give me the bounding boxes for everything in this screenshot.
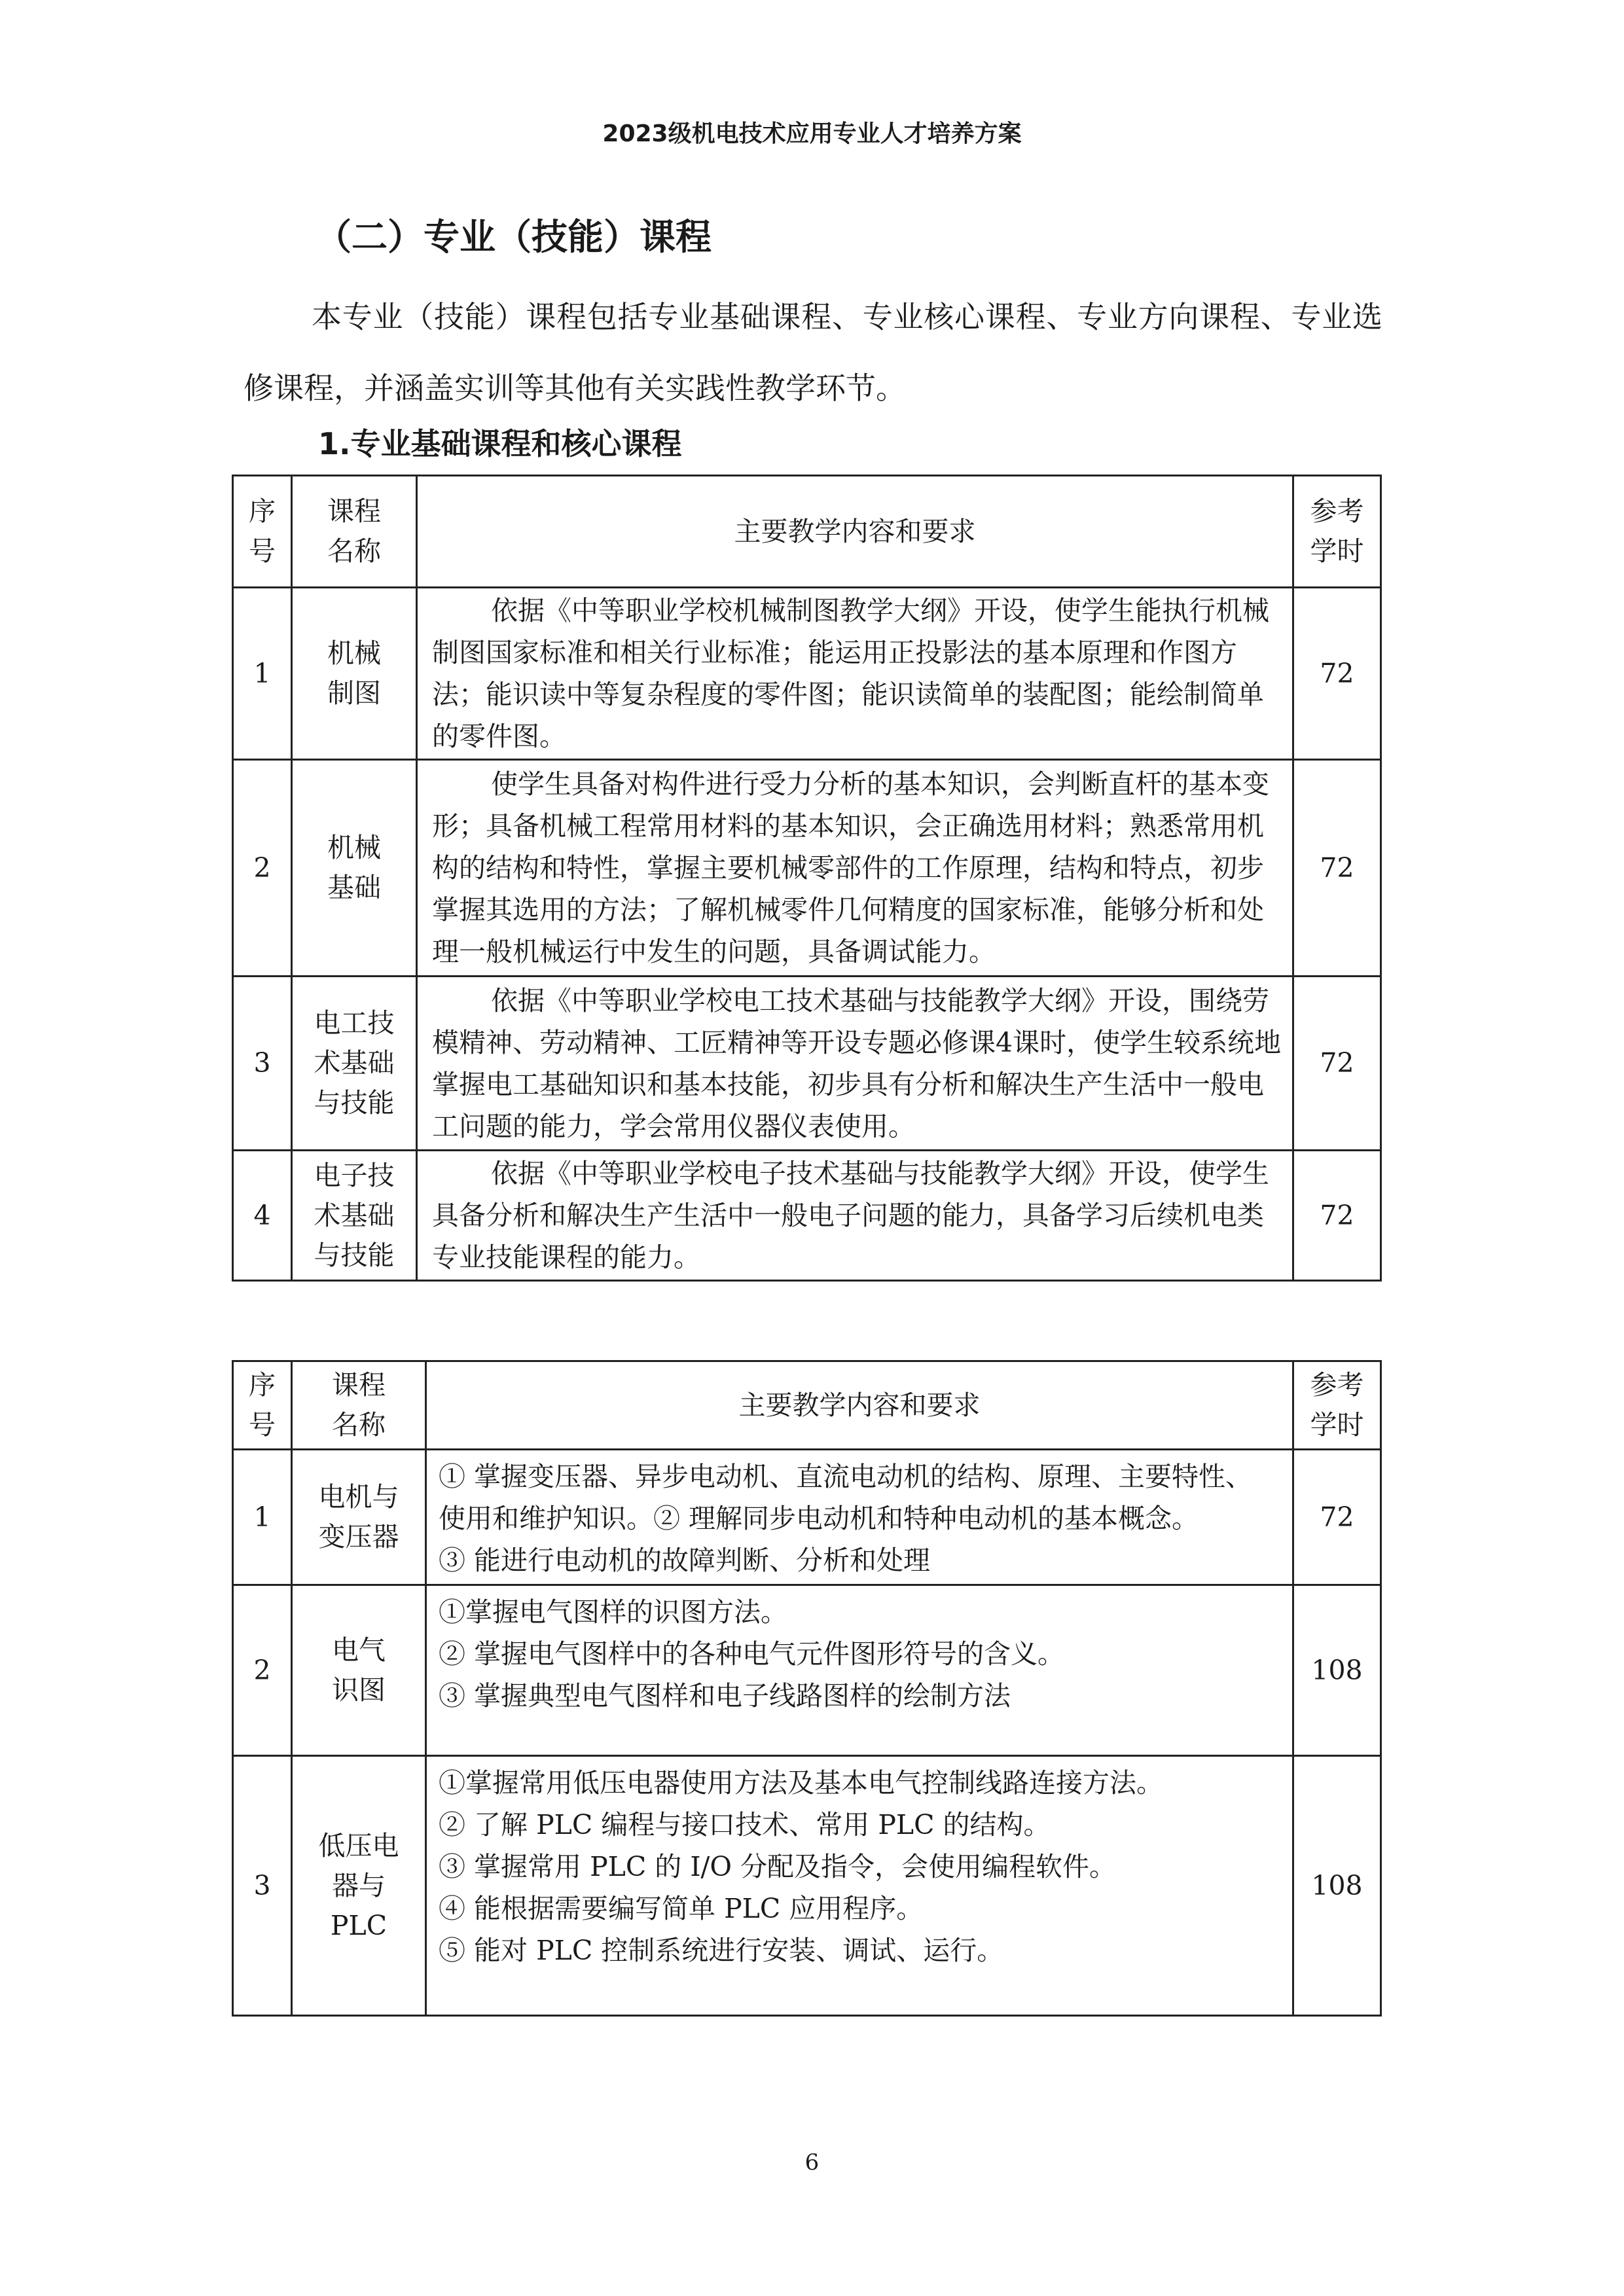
table-header-row [233, 1361, 1381, 1450]
row-course-name: 电工技 术基础 与技能 [292, 977, 417, 1151]
row-content [426, 1756, 1293, 2016]
row-hours: 72 [1293, 977, 1381, 1151]
row-index: 1 [233, 588, 292, 760]
header-index: 序 号 [233, 476, 292, 588]
row-index: 3 [233, 1756, 292, 2016]
row-index: 4 [233, 1151, 292, 1281]
header-course-name: 课程 名称 [292, 1361, 426, 1450]
row-content: 使学生具备对构件进行受力分析的基本知识，会判断直杆的基本变形；具备机械工程常用材料的基本知识，会正确选用材料；熟悉常用机构的结构和特性，掌握主要机械零部件的工作原理，结构和特点，初步掌握其选用的方法；了解机械零件几何精度的国家标准，能够分析和处理一般机械运行中发生的问题，具备调试能力。 [417, 760, 1293, 977]
header-content: 主要教学内容和要求 [417, 476, 1293, 588]
row-index: 2 [233, 1585, 292, 1756]
content-line: ④ 能根据需要编写简单 PLC 应用程序。 [439, 1893, 924, 1924]
row-hours: 72 [1293, 588, 1381, 760]
core-course-table [232, 475, 1382, 1282]
table-row [233, 1585, 1381, 1756]
subsection-title: 1.专业基础课程和核心课程 [318, 426, 682, 461]
header-content: 主要教学内容和要求 [426, 1361, 1293, 1450]
row-index: 3 [233, 977, 292, 1151]
content-line: ③ 掌握常用 PLC 的 I/O 分配及指令，会使用编程软件。 [439, 1851, 1116, 1882]
table-row [233, 1756, 1381, 2016]
content-line: ①掌握电气图样的识图方法。 [439, 1596, 787, 1628]
row-content: 依据《中等职业学校电工技术基础与技能教学大纲》开设，围绕劳模精神、劳动精神、工匠精神等开设专题必修课4课时，使学生较系统地掌握电工基础知识和基本技能，初步具有分析和解决生产生活中一般电工问题的能力，学会常用仪器仪表使用。 [417, 977, 1293, 1151]
intro-paragraph: 本专业（技能）课程包括专业基础课程、专业核心课程、专业方向课程、专业选修课程，并涵盖实训等其他有关实践性教学环节。 [244, 299, 1382, 406]
row-content [426, 1585, 1293, 1756]
table-row [233, 1450, 1381, 1585]
section-title: （二）专业（技能）课程 [316, 216, 712, 258]
content-line: 使用和维护知识。② 理解同步电动机和特种电动机的基本概念。 [439, 1503, 1199, 1534]
row-index: 2 [233, 760, 292, 977]
content-line: ①掌握常用低压电器使用方法及基本电气控制线路连接方法。 [439, 1767, 1163, 1799]
header-index: 序 号 [233, 1361, 292, 1450]
row-course-name: 电机与 变压器 [292, 1450, 426, 1585]
row-index: 1 [233, 1450, 292, 1585]
content-line: ③ 掌握典型电气图样和电子线路图样的绘制方法 [439, 1680, 1011, 1712]
content-line: ② 了解 PLC 编程与接口技术、常用 PLC 的结构。 [439, 1809, 1051, 1840]
content-line: ② 掌握电气图样中的各种电气元件图形符号的含义。 [439, 1638, 1065, 1670]
row-hours: 108 [1293, 1756, 1381, 2016]
row-hours: 72 [1293, 1151, 1381, 1281]
row-course-name: 电气 识图 [292, 1585, 426, 1756]
row-course-name: 低压电 器与 PLC [292, 1756, 426, 2016]
content-line: ① 掌握变压器、异步电动机、直流电动机的结构、原理、主要特性、 [439, 1461, 1253, 1492]
table-row [233, 588, 1381, 760]
table-row [233, 760, 1381, 977]
row-course-name: 机械 基础 [292, 760, 417, 977]
page-number: 6 [804, 2149, 820, 2176]
row-course-name: 电子技 术基础 与技能 [292, 1151, 417, 1281]
content-line: ③ 能进行电动机的故障判断、分析和处理 [439, 1545, 931, 1576]
table-header-row [233, 476, 1381, 588]
header-hours: 参考 学时 [1293, 1361, 1381, 1450]
row-course-name: 机械 制图 [292, 588, 417, 760]
row-content [426, 1450, 1293, 1585]
content-line: ⑤ 能对 PLC 控制系统进行安装、调试、运行。 [439, 1935, 1004, 1966]
direction-course-table [232, 1360, 1382, 2017]
row-hours: 72 [1293, 1450, 1381, 1585]
header-course-name: 课程 名称 [292, 476, 417, 588]
row-hours: 72 [1293, 760, 1381, 977]
table-row [233, 977, 1381, 1151]
row-hours: 108 [1293, 1585, 1381, 1756]
row-content: 依据《中等职业学校电子技术基础与技能教学大纲》开设，使学生具备分析和解决生产生活中一般电子问题的能力，具备学习后续机电类专业技能课程的能力。 [417, 1151, 1293, 1281]
row-content: 依据《中等职业学校机械制图教学大纲》开设，使学生能执行机械制图国家标准和相关行业标准；能运用正投影法的基本原理和作图方法；能识读中等复杂程度的零件图；能识读简单的装配图；能绘制简单的零件图。 [417, 588, 1293, 760]
header-hours: 参考 学时 [1293, 476, 1381, 588]
table-row [233, 1151, 1381, 1281]
document-header: 2023级机电技术应用专业人才培养方案 [602, 120, 1022, 147]
